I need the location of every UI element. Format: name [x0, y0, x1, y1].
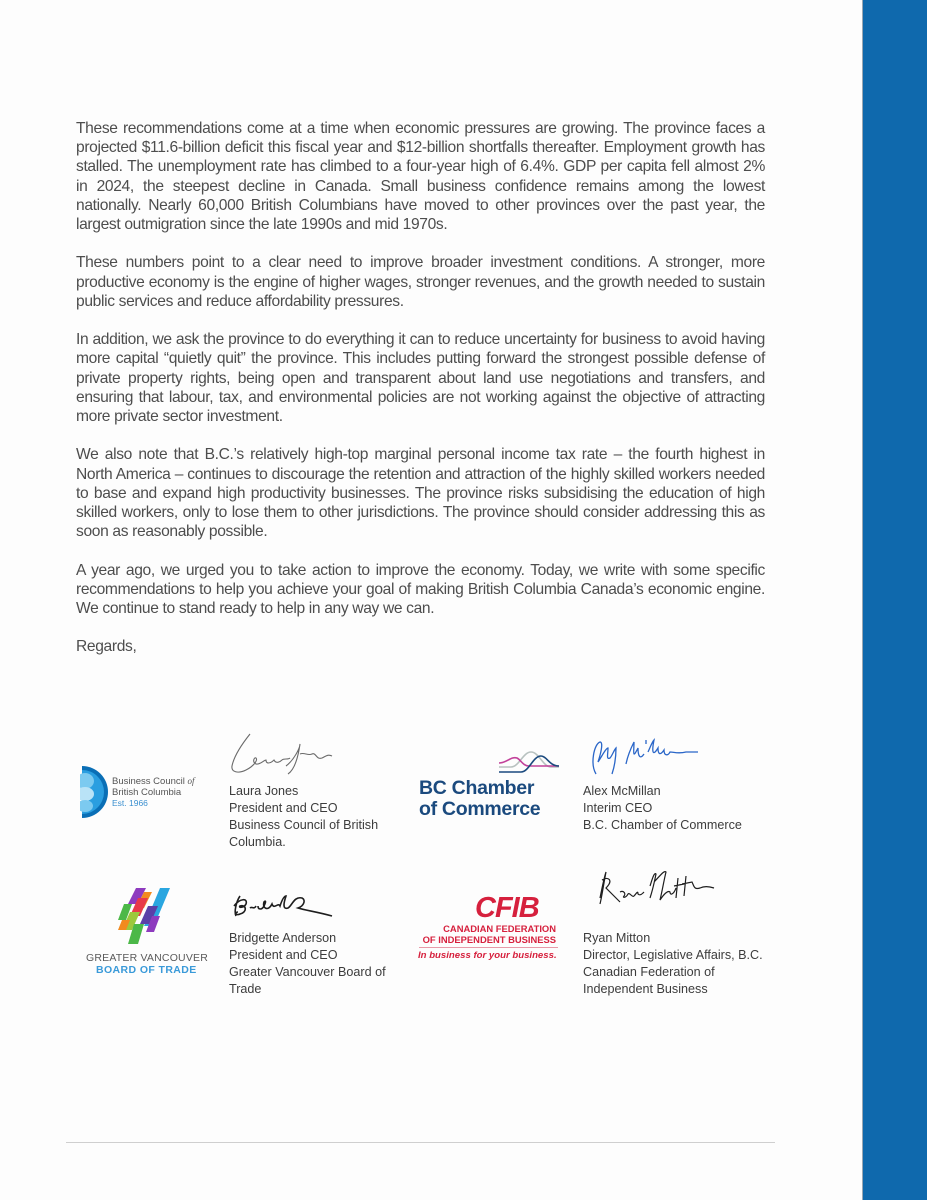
cfib-logo [417, 890, 562, 970]
signer-title: Director, Legislative Affairs, B.C. [583, 948, 763, 962]
paragraph-investment-conditions: These numbers point to a clear need to improve broader investment conditions. A stronger, more productive economy is the engine of higher wages, stronger revenues, and the growth needed to sustain public services and reduce affordability pressures. [76, 254, 765, 310]
cfib-tagline: In business for your business. [418, 950, 557, 961]
signer-name: Alex McMillan [583, 784, 661, 798]
paragraph-economic-pressures: These recommendations come at a time when economic pressures are growing. The province faces a projected $11.6-billion deficit this fiscal year and $12-billion shortfalls thereafter. Employment growth has stalled. The unemployment rate has climbed to a four-year high of 6.4%. GDP per capita fell almost 2% in 2024, the steepest decline in Canada. Small business confidence remains among the lowest nationally. Nearly 60,000 British Columbians have moved to other provinces over the past year, the largest outmigration since the late 1990s and mid 1970s. [76, 120, 765, 234]
signer-org-line1: Business Council of British [229, 818, 379, 832]
signature-bridgette-anderson [232, 892, 334, 922]
bcbc-line1: Business Council [112, 776, 185, 787]
bc-chamber-logo [419, 750, 564, 822]
cfib-line2: OF INDEPENDENT BUSINESS [422, 934, 556, 945]
signer-title: President and CEO [229, 801, 338, 815]
paragraph-reduce-uncertainty: In addition, we ask the province to do everything it can to reduce uncertainty for business to avoid having more capital “quietly quit” the province. This includes putting forward the strongest possible defense of private property rights, being open and transparent about land use negotiations and transfers, and ensuring that labour, tax, and environmental policies are not working against the objective of attracting more private sector investment. [76, 331, 765, 426]
paragraph-income-tax: We also note that B.C.’s relatively high-top marginal personal income tax rate – the fourth highest in North America – continues to discourage the retention and attraction of the highly skilled workers needed to base and expand high productivity businesses. The province risks subsidising the education of high skilled workers, only to lose them to other jurisdictions. The province should consider addressing this as soon as reasonably possible. [76, 446, 765, 541]
bcbc-line2: British Columbia [112, 787, 182, 798]
signer-bridgette-anderson [229, 930, 386, 998]
paragraph-call-to-action: A year ago, we urged you to take action to improve the economy. Today, we write with some specific recommendations to help you achieve your goal of making British Columbia Canada’s economic engine. We continue to stand ready to help in any way we can. [76, 561, 765, 618]
gvbot-line1: GREATER VANCOUVER [86, 952, 209, 964]
signer-org-line1: B.C. Chamber of Commerce [583, 818, 742, 832]
signer-org-line2: Independent Business [583, 982, 708, 996]
cfib-line1: CANADIAN FEDERATION [443, 923, 556, 934]
gvbot-logo [86, 886, 209, 978]
cfib-wordmark: CFIB [475, 892, 539, 924]
bcbc-wordmark [112, 776, 195, 809]
signer-title: President and CEO [229, 948, 338, 962]
signer-ryan-mitton [583, 930, 763, 998]
signature-ryan-mitton [590, 868, 716, 910]
signer-name: Laura Jones [229, 784, 299, 798]
bc-chamber-waves-icon [499, 750, 559, 774]
bcbc-emblem-icon [80, 764, 110, 820]
bc-chamber-line1: BC Chamber [419, 777, 535, 799]
signature-laura-jones [228, 730, 338, 776]
signer-org-line1: Canadian Federation of [583, 965, 715, 979]
bcbc-logo [80, 764, 210, 820]
cfib-divider [419, 947, 558, 948]
gvbot-line2: BOARD OF TRADE [96, 964, 197, 976]
signature-alex-mcmillan [586, 734, 702, 778]
decorative-side-band [862, 0, 927, 1200]
footer-divider [66, 1142, 775, 1143]
gvbot-emblem-icon [116, 886, 172, 946]
signer-org-line1: Greater Vancouver Board of [229, 965, 386, 979]
signer-name: Ryan Mitton [583, 931, 651, 945]
letter-body [76, 119, 765, 657]
bcbc-of: of [187, 776, 195, 786]
bcbc-est: Est. 1966 [112, 798, 148, 808]
closing-regards: Regards, [76, 638, 137, 656]
signer-laura-jones [229, 783, 378, 851]
bc-chamber-line2: of Commerce [419, 798, 541, 820]
signer-org-line2: Trade [229, 982, 262, 996]
signer-title: Interim CEO [583, 801, 653, 815]
signer-alex-mcmillan [583, 783, 742, 834]
signer-org-line2: Columbia. [229, 835, 286, 849]
signer-name: Bridgette Anderson [229, 931, 337, 945]
